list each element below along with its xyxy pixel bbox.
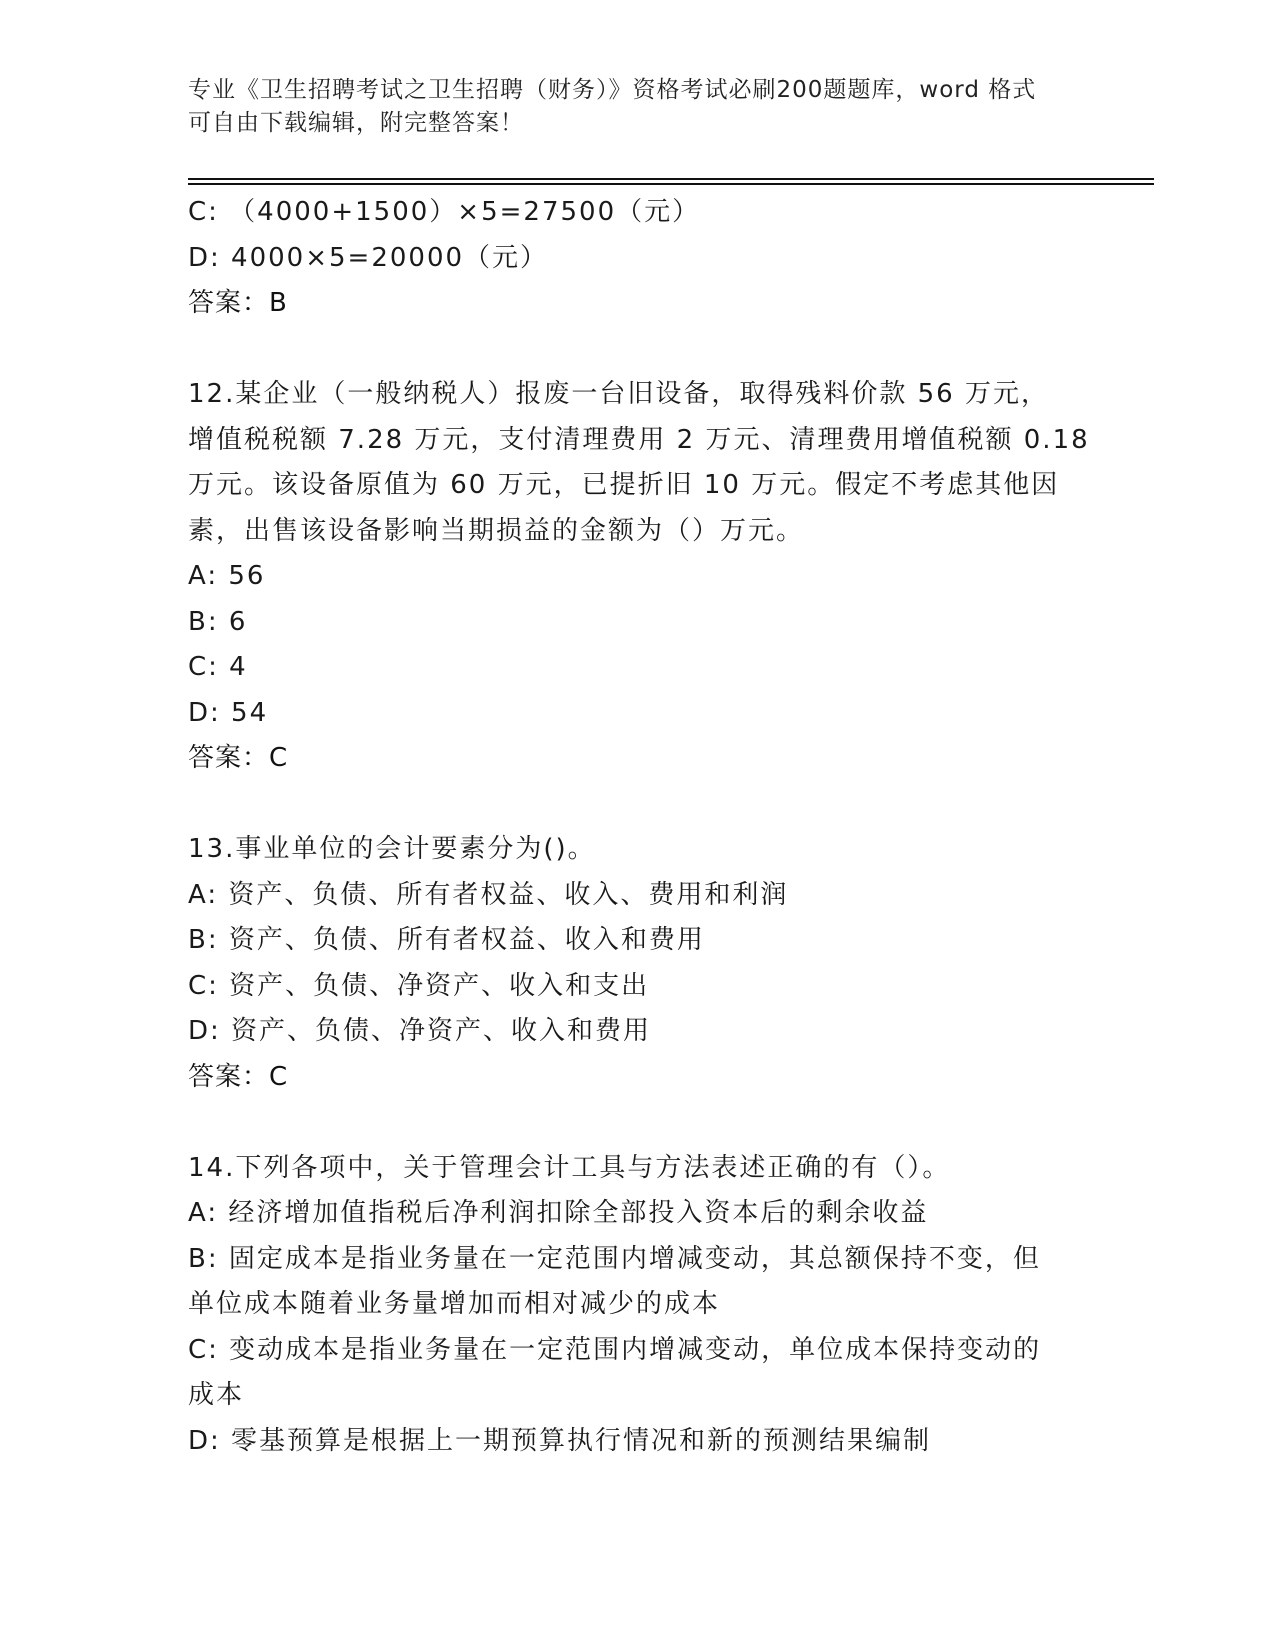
- option-b-line: 单位成本随着业务量增加而相对减少的成本: [188, 1289, 721, 1319]
- option-a: A: 经济增加值指税后净利润扣除全部投入资本后的剩余收益: [188, 1198, 929, 1228]
- prev-question: [188, 190, 1088, 327]
- question-13: [188, 827, 1088, 1100]
- header-line-1: 专业《卫生招聘考试之卫生招聘（财务）》资格考试必刷200题题库，word 格式: [188, 77, 1037, 103]
- question-stem: 13.事业单位的会计要素分为()。: [188, 834, 596, 864]
- option-b-line: B: 固定成本是指业务量在一定范围内增减变动，其总额保持不变，但: [188, 1243, 1041, 1274]
- option-d: D: 零基预算是根据上一期预算执行情况和新的预测结果编制: [188, 1425, 932, 1456]
- answer: 答案：C: [188, 1061, 289, 1092]
- answer: 答案：C: [188, 743, 289, 773]
- option-c-line: 成本: [188, 1380, 245, 1410]
- question-14: [188, 1146, 1088, 1465]
- option-c-line: C: 变动成本是指业务量在一定范围内增减变动，单位成本保持变动的: [188, 1334, 1042, 1365]
- option-c: C: 4: [188, 652, 248, 682]
- option-c: C: 资产、负债、净资产、收入和支出: [188, 970, 650, 1001]
- question-stem-line: 万元。该设备原值为 60 万元，已提折旧 10 万元。假定不考虑其他因: [188, 470, 1060, 500]
- document-body: [188, 190, 1088, 1464]
- answer: 答案：B: [188, 288, 288, 318]
- option-a: A: 56: [188, 561, 266, 591]
- document-header: [188, 74, 1088, 140]
- header-line-2: 可自由下载编辑，附完整答案！: [188, 110, 524, 136]
- header-rule-top: [188, 178, 1154, 180]
- option-a: A: 资产、负债、所有者权益、收入、费用和利润: [188, 879, 789, 910]
- question-stem-line: 素，出售该设备影响当期损益的金额为（）万元。: [188, 515, 805, 546]
- question-stem-line: 12.某企业（一般纳税人）报废一台旧设备，取得残料价款 56 万元，: [188, 379, 1049, 409]
- question-stem: 14.下列各项中，关于管理会计工具与方法表述正确的有（）。: [188, 1152, 951, 1183]
- spacer: [188, 327, 1088, 373]
- option-d: D: 54: [188, 697, 269, 728]
- option-b: B: 资产、负债、所有者权益、收入和费用: [188, 925, 705, 955]
- header-rule-bottom: [188, 183, 1154, 185]
- option-d: D: 资产、负债、净资产、收入和费用: [188, 1016, 652, 1046]
- option-d: D: 4000×5=20000（元）: [188, 242, 549, 273]
- option-c: C: （4000+1500）×5=27500（元）: [188, 197, 701, 227]
- spacer: [188, 1100, 1088, 1146]
- question-12: [188, 372, 1088, 782]
- spacer: [188, 782, 1088, 828]
- option-b: B: 6: [188, 606, 248, 637]
- question-stem-line: 增值税税额 7.28 万元，支付清理费用 2 万元、清理费用增值税额 0.18: [188, 424, 1090, 455]
